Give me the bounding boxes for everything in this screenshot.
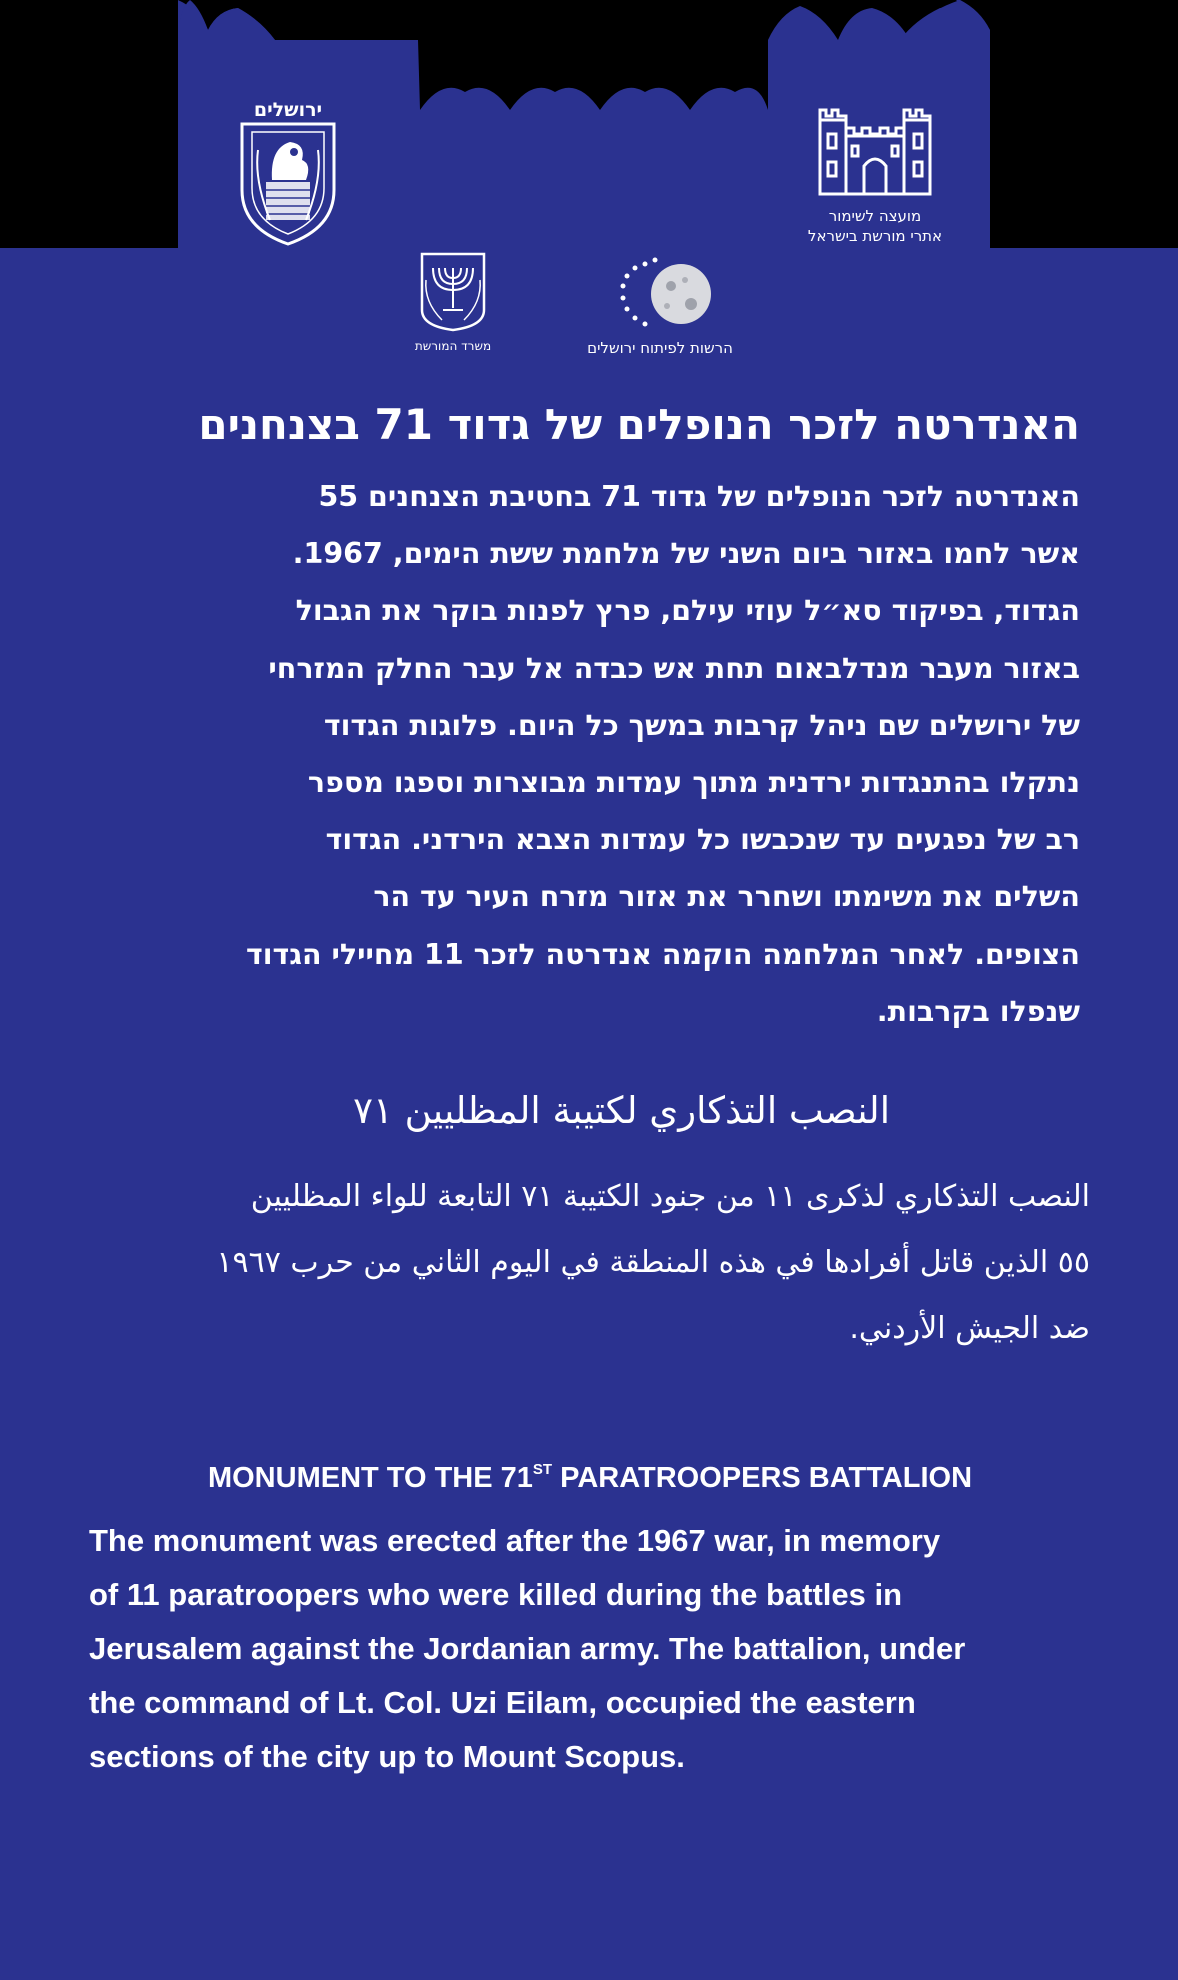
hebrew-line: של ירושלים שם ניהל קרבות במשך כל היום. פלוגות הגדוד <box>323 708 1080 742</box>
hebrew-line: הגדוד, בפיקוד סא״ל עוזי עילם, פרץ לפנות בוקר את הגבול <box>295 594 1080 628</box>
hebrew-line: האנדרטה לזכר הנופלים של גדוד 71 בחטיבת הצנחנים 55 <box>318 480 1080 513</box>
english-title-superscript: ST <box>532 1461 553 1478</box>
hebrew-line: נתקלו בהתנגדות ירדנית מתוך עמדות מבוצרות וספגו מספר <box>307 766 1080 800</box>
jerusalem-logo-caption: ירושלים <box>253 99 323 121</box>
arabic-line: النصب التذكاري لذكرى ١١ من جنود الكتيبة ٧١ التابعة للواء المظليين <box>250 1179 1090 1214</box>
development-authority-caption: הרשות לפיתוח ירושלים <box>587 339 733 357</box>
ministry-heritage-caption: משרד המורשת <box>414 339 492 353</box>
english-line: sections of the city up to Mount Scopus. <box>89 1739 685 1774</box>
heritage-council-caption-line1: מועצה לשימור <box>828 207 922 225</box>
hebrew-line: באזור מעבר מנדלבאום תחת אש כבדה אל עבר החלק המזרחי <box>268 651 1080 685</box>
hebrew-line: הצופים. לאחר המלחמה הוקמה אנדרטה לזכר 11 מחיילי הגדוד <box>245 937 1080 971</box>
hebrew-line: אשר לחמו באזור ביום השני של מלחמת ששת הימים, 1967. <box>292 537 1080 571</box>
development-authority-logo <box>570 254 750 358</box>
english-body <box>89 1514 1078 1784</box>
english-line: of 11 paratroopers who were killed during the battles in <box>89 1577 903 1612</box>
english-title-part2: PARATROOPERS BATTALION <box>552 1462 973 1494</box>
heritage-building-icon <box>810 100 940 200</box>
jerusalem-lion-emblem-icon <box>236 120 340 246</box>
english-line: the command of Lt. Col. Uzi Eilam, occupied the eastern <box>89 1685 916 1720</box>
english-line: Jerusalem against the Jordanian army. The battalion, under <box>89 1631 966 1666</box>
arabic-body <box>80 1164 1090 1362</box>
arabic-line: ٥٥ الذين قاتل أفرادها في هذه المنطقة في اليوم الثاني من حرب ١٩٦٧ <box>216 1245 1090 1280</box>
heritage-council-caption-line2: אתרי מורשת בישראל <box>807 227 943 245</box>
english-title <box>80 1448 1100 1500</box>
hebrew-line: רב של נפגעים עד שנכבשו כל עמדות הצבא הירדני. הגדוד <box>325 823 1080 857</box>
hebrew-title: האנדרטה לזכר הנופלים של גדוד 71 בצנחנים <box>198 400 1080 449</box>
hebrew-line: שנפלו בקרבות. <box>876 994 1080 1028</box>
moon-dots-icon <box>595 254 725 334</box>
arabic-line: ضد الجيش الأردني. <box>849 1311 1090 1346</box>
menorah-emblem-icon <box>418 250 488 332</box>
english-title-part1: MONUMENT TO THE 71 <box>207 1462 533 1494</box>
english-line: The monument was erected after the 1967 war, in memory <box>89 1523 941 1558</box>
jerusalem-logo <box>236 100 340 250</box>
hebrew-line: השלים את משימתו ושחרר את אזור מזרח העיר עד הר <box>373 880 1080 914</box>
arabic-title: النصب التذكاري لكتيبة المظليين ٧١ <box>353 1089 890 1132</box>
heritage-council-logo <box>790 100 960 246</box>
hebrew-body <box>80 468 1080 1040</box>
ministry-heritage-logo <box>400 250 506 356</box>
